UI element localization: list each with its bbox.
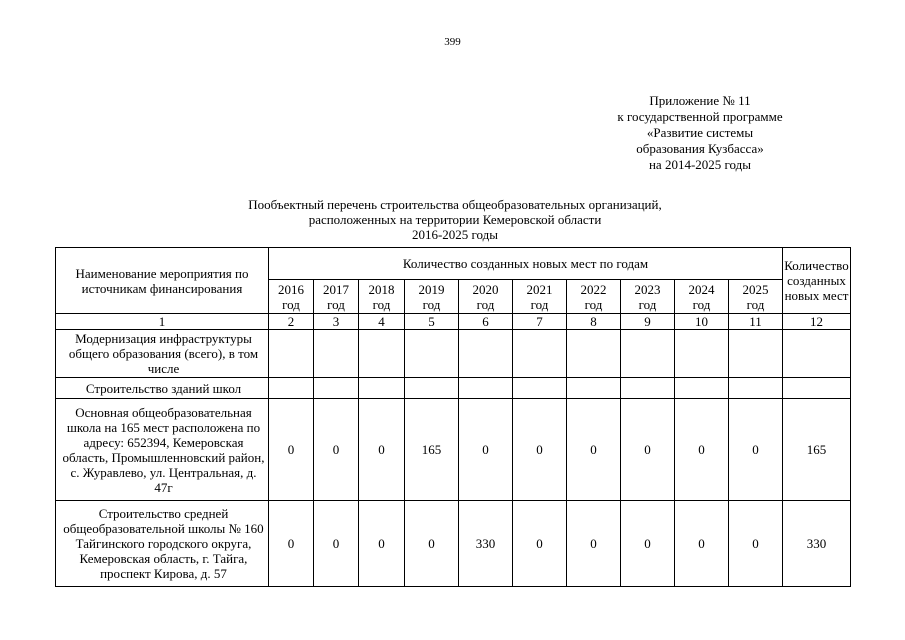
value-cell [314,378,359,399]
total-cell [783,378,851,399]
value-cell [359,378,405,399]
appendix-line: на 2014-2025 годы [648,157,752,172]
value-cell: 0 [359,399,405,501]
value-cell [675,378,729,399]
value-cell: 165 [405,399,459,501]
value-cell: 0 [359,501,405,587]
value-cell: 0 [567,399,621,501]
table-row [56,330,851,378]
column-number-cell: 10 [675,314,729,330]
value-cell [405,330,459,378]
value-cell: 0 [269,501,314,587]
value-cell [675,330,729,378]
value-cell: 0 [513,501,567,587]
page-number: 399 [444,36,461,48]
header-year-cell: 2025 год [729,280,783,314]
header-year-cell: 2021 год [513,280,567,314]
value-cell [269,330,314,378]
row-name-cell: Модернизация инфраструктуры общего образования (всего), в том числе [56,330,269,378]
value-cell: 0 [675,399,729,501]
column-number-cell: 9 [621,314,675,330]
header-year-cell: 2023 год [621,280,675,314]
value-cell: 0 [729,399,783,501]
table-row [56,378,851,399]
header-name-cell: Наименование мероприятия по источникам финансирования [56,248,269,314]
value-cell [621,378,675,399]
document-title [150,197,760,242]
value-cell: 0 [729,501,783,587]
value-cell [567,330,621,378]
appendix-heading [560,93,840,173]
column-number-row [56,314,851,330]
value-cell [513,330,567,378]
value-cell [567,378,621,399]
header-year-cell: 2024 год [675,280,729,314]
header-year-cell: 2019 год [405,280,459,314]
title-line: 2016-2025 годы [411,227,499,242]
value-cell: 0 [621,501,675,587]
value-cell [729,378,783,399]
header-year-cell: 2022 год [567,280,621,314]
value-cell: 0 [405,501,459,587]
value-cell [459,330,513,378]
value-cell: 330 [459,501,513,587]
value-cell [269,378,314,399]
appendix-line: Приложение № 11 [649,93,751,108]
header-total-cell: Количество созданных новых мест [783,248,851,314]
column-number-cell: 8 [567,314,621,330]
header-year-cell: 2018 год [359,280,405,314]
value-cell [459,378,513,399]
appendix-line: образования Кузбасса» [636,141,764,156]
appendix-line: к государственной программе [617,109,783,124]
total-cell: 330 [783,501,851,587]
construction-table [55,247,851,587]
table-row [56,501,851,587]
value-cell: 0 [675,501,729,587]
column-number-cell: 11 [729,314,783,330]
appendix-line: «Развитие системы [646,125,754,140]
total-cell: 165 [783,399,851,501]
column-number-cell: 1 [56,314,269,330]
value-cell: 0 [314,501,359,587]
value-cell: 0 [621,399,675,501]
title-line: Пообъектный перечень строительства общеобразовательных организаций, [248,197,662,212]
header-year-cell: 2017 год [314,280,359,314]
value-cell [405,378,459,399]
value-cell [359,330,405,378]
value-cell [729,330,783,378]
column-number-cell: 12 [783,314,851,330]
value-cell: 0 [314,399,359,501]
value-cell [513,378,567,399]
row-name-cell: Основная общеобразовательная школа на 165 мест расположена по адресу: 652394, Кемеровская область, Промышленновский район, с. Журавлево, ул. Центральная, д. 47г [56,399,269,501]
column-number-cell: 5 [405,314,459,330]
column-number-cell: 4 [359,314,405,330]
header-year-cell: 2020 год [459,280,513,314]
column-number-cell: 7 [513,314,567,330]
column-number-cell: 3 [314,314,359,330]
total-cell [783,330,851,378]
column-number-cell: 2 [269,314,314,330]
header-group-cell: Количество созданных новых мест по годам [269,248,783,280]
title-line: расположенных на территории Кемеровской области [308,212,602,227]
value-cell: 0 [567,501,621,587]
value-cell: 0 [269,399,314,501]
header-row [56,248,851,280]
value-cell: 0 [513,399,567,501]
row-name-cell: Строительство средней общеобразовательной школы № 160 Тайгинского городского округа, Кемеровская область, г. Тайга, проспект Кирова, д. 57 [56,501,269,587]
column-number-cell: 6 [459,314,513,330]
header-year-cell: 2016 год [269,280,314,314]
value-cell [621,330,675,378]
value-cell [314,330,359,378]
row-name-cell: Строительство зданий школ [56,378,269,399]
value-cell: 0 [459,399,513,501]
table-row [56,399,851,501]
